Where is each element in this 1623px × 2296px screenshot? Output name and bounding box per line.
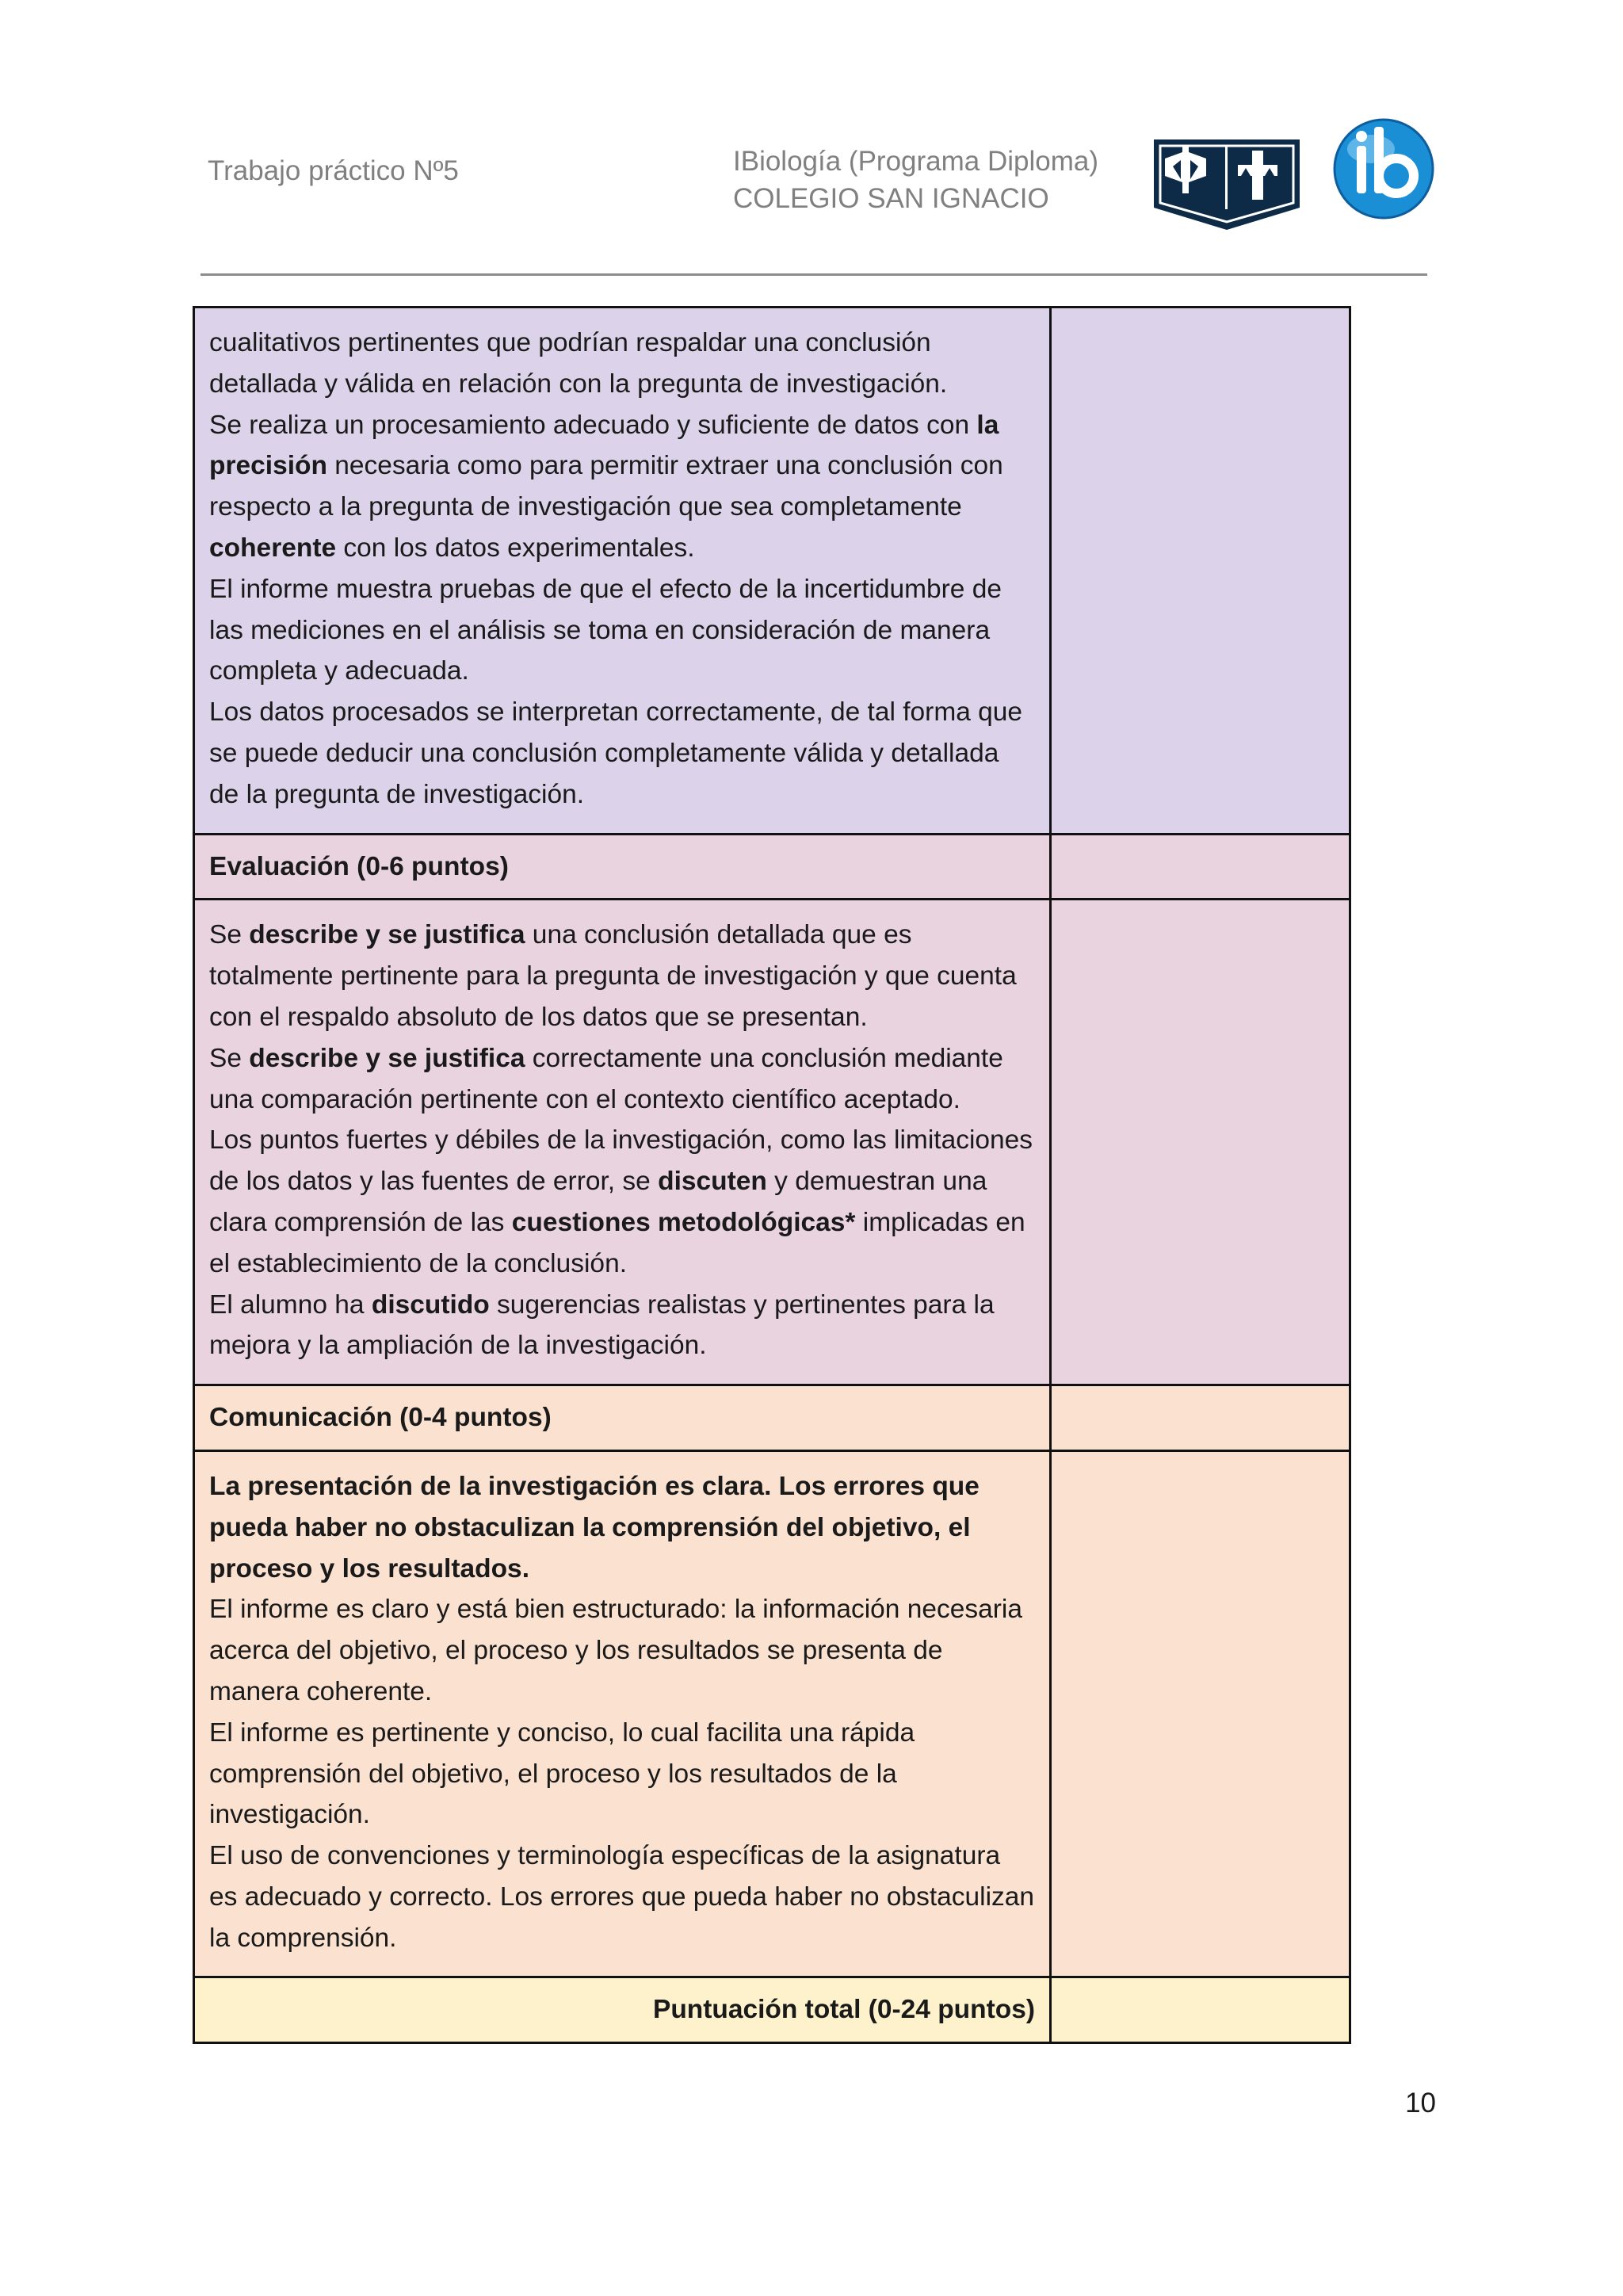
communication-text-4: El uso de convenciones y terminología específicas de la asignatura es adecuado y correcto. Los errores que pueda haber no obstaculizan la comprensión. <box>209 1841 1035 1953</box>
total-score-label: Puntuación total (0-24 puntos) <box>194 1977 1051 2043</box>
rubric-row-total <box>194 1977 1350 2043</box>
document-title: Trabajo práctico Nº5 <box>208 155 459 186</box>
evaluation-criteria-cell <box>194 900 1051 1385</box>
evaluation-text-3: Los puntos fuertes y débiles de la investigación, como las limitaciones de los datos y las fuentes de error, se discuten y demuestran una clara comprensión de las cuestiones metodológicas* implicadas en el establecimiento de la conclusión. <box>209 1125 1033 1278</box>
rubric-row-evaluation <box>194 900 1350 1385</box>
page-number: 10 <box>1405 2088 1436 2118</box>
analysis-text-3: El informe muestra pruebas de que el efecto de la incertidumbre de las mediciones en el análisis se toma en consideración de manera completa y adecuada. <box>209 574 1002 686</box>
rubric-row-evaluation-heading <box>194 834 1350 900</box>
communication-text-2: El informe es claro y está bien estructurado: la información necesaria acerca del objetivo, el proceso y los resultados se presenta de manera coherente. <box>209 1595 1022 1706</box>
evaluation-text-4: El alumno ha discutido sugerencias realistas y pertinentes para la mejora y la ampliación de la investigación. <box>209 1289 995 1361</box>
communication-text-1: La presentación de la investigación es clara. Los errores que pueda haber no obstaculizan la comprensión del objetivo, el proceso y los resultados. <box>209 1471 980 1584</box>
rubric-row-communication-heading <box>194 1385 1350 1451</box>
analysis-text-1: cualitativos pertinentes que podrían respaldar una conclusión detallada y válida en relación con la pregunta de investigación. <box>209 328 948 399</box>
evaluation-text-2: Se describe y se justifica correctamente una conclusión mediante una comparación pertinente con el contexto científico aceptado. <box>209 1043 1003 1114</box>
communication-heading: Comunicación (0-4 puntos) <box>194 1385 1051 1451</box>
header-divider <box>200 273 1427 276</box>
rubric-row-communication <box>194 1450 1350 1977</box>
school-shield-logo <box>1151 135 1303 232</box>
evaluation-heading: Evaluación (0-6 puntos) <box>194 834 1051 900</box>
assessment-rubric-table <box>193 306 1351 2044</box>
analysis-score-cell[interactable] <box>1051 308 1350 835</box>
course-name: IBiología (Programa Diploma) <box>733 146 1099 177</box>
communication-score-cell[interactable] <box>1051 1450 1350 1977</box>
communication-heading-score-cell[interactable] <box>1051 1385 1350 1451</box>
communication-text-3: El informe es pertinente y conciso, lo cual facilita una rápida comprensión del objetivo, el proceso y los resultados de la investigación. <box>209 1717 915 1830</box>
ib-logo <box>1331 117 1436 220</box>
analysis-criteria-cell <box>194 308 1051 835</box>
evaluation-score-cell[interactable] <box>1051 900 1350 1385</box>
analysis-text-4: Los datos procesados se interpretan correctamente, de tal forma que se puede deducir una conclusión completamente válida y detallada de la pregunta de investigación. <box>209 697 1023 809</box>
school-name: COLEGIO SAN IGNACIO <box>733 183 1049 214</box>
header-course-info <box>733 143 1098 217</box>
total-score-cell[interactable] <box>1051 1977 1350 2043</box>
evaluation-heading-score-cell[interactable] <box>1051 834 1350 900</box>
analysis-text-2: Se realiza un procesamiento adecuado y suficiente de datos con la precisión necesaria como para permitir extraer una conclusión con respecto a la pregunta de investigación que sea completamente coherente con los datos experimentales. <box>209 410 1003 563</box>
communication-criteria-cell <box>194 1450 1051 1977</box>
rubric-row-analysis <box>194 308 1350 835</box>
evaluation-text-1: Se describe y se justifica una conclusión detallada que es totalmente pertinente para la pregunta de investigación y que cuenta con el respaldo absoluto de los datos que se presentan. <box>209 920 1017 1032</box>
